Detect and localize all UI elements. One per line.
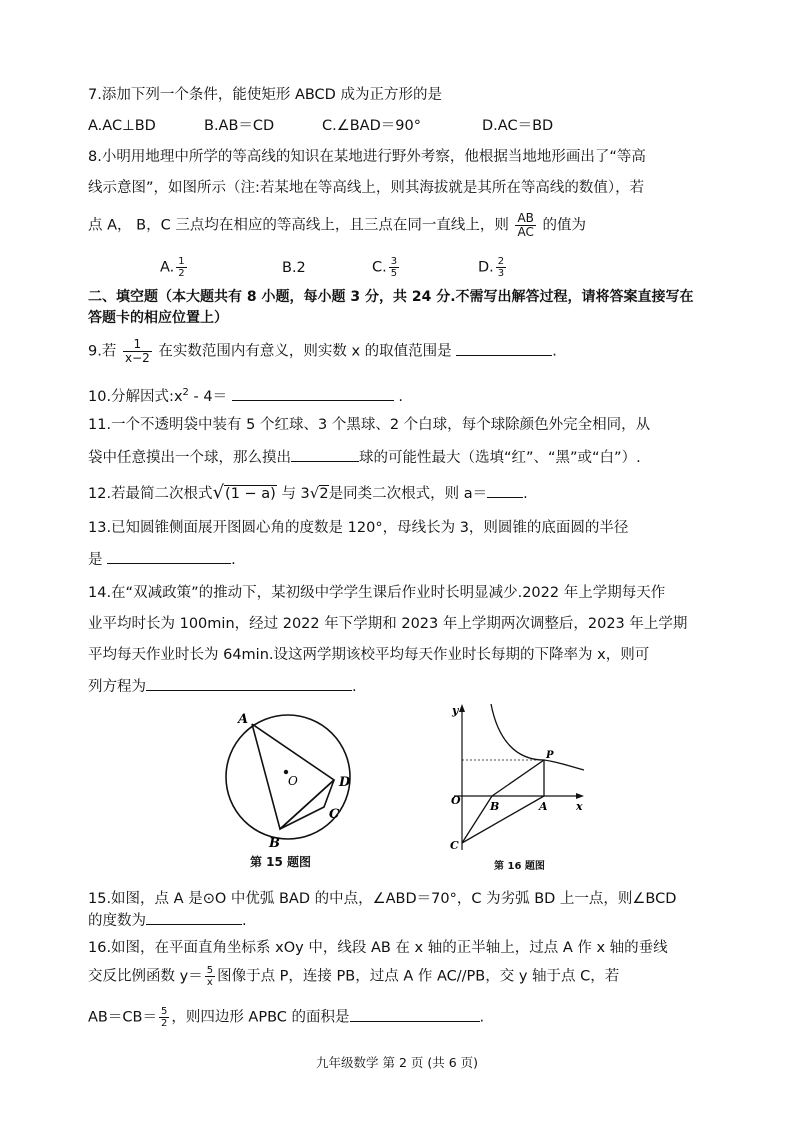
q9 [88, 338, 557, 365]
q12-sqrt-sign-2: √ [309, 484, 320, 502]
q8-option-a-label: A. [160, 259, 175, 276]
q12-mid: 与 3 [281, 486, 310, 502]
fig16-label-a: A [539, 800, 548, 813]
q8-option-c-frac [389, 256, 399, 279]
q16-line3-den: 2 [160, 1018, 168, 1029]
q12 [88, 483, 528, 504]
q16-line3-frac [159, 1006, 169, 1029]
fig16-segment-pb [492, 760, 544, 796]
q7-option-d: D.AC＝BD [482, 118, 554, 134]
q15-line2 [88, 910, 247, 931]
q13-line2 [88, 549, 236, 570]
q14-answer-blank[interactable] [146, 676, 352, 691]
q11-line2-post: 球的可能性最大（选填“红”、“黑”或“白”）. [359, 450, 641, 466]
q12-radicand: (1 − a) [225, 486, 276, 502]
q14-line2: 业平均时长为 100min，经过 2022 年下学期和 2023 年上学期两次调整后，2023 年上学期 [88, 616, 688, 632]
q16-line2-num: 5 [206, 965, 214, 976]
q8-option-d-label: D. [478, 259, 494, 276]
fig15-label-o: O [288, 774, 298, 788]
q8-option-d [478, 256, 508, 279]
q7-option-a: A.AC⊥BD [88, 118, 156, 134]
q8-frac-den: AC [517, 225, 534, 239]
q12-pre: 12.若最简二次根式 [88, 486, 213, 502]
fig15-label-a: A [238, 712, 249, 727]
q8-line3-post: 的值为 [542, 217, 586, 234]
fig16-hyperbola [491, 704, 584, 770]
q13-line1: 13.已知圆锥侧面展开图圆心角的度数是 120°，母线长为 3，则圆锥的底面圆的半径 [88, 520, 629, 536]
q16-answer-blank[interactable] [350, 1007, 480, 1022]
q16-line3 [88, 1006, 484, 1029]
q13-answer-blank[interactable] [107, 549, 231, 564]
fig16-label-y: y [452, 704, 459, 717]
fig16-label-p: P [546, 750, 554, 761]
q8-a-den: 2 [178, 268, 185, 279]
q8-a-num: 1 [178, 256, 185, 267]
q16-line3-post: ，则四边形 APBC 的面积是 [171, 1009, 350, 1026]
q8-line3 [88, 212, 586, 239]
q14-end: . [352, 679, 357, 695]
q16-line3-num: 5 [160, 1006, 168, 1017]
q8-option-a-frac [176, 256, 186, 279]
q8-frac-num: AB [517, 211, 534, 225]
q7-option-c: C.∠BAD＝90° [322, 118, 421, 134]
q16-line2-den: x [206, 977, 213, 988]
fig16-label-c: C [450, 839, 459, 852]
figure-16 [444, 700, 594, 852]
q8-line2: 线示意图”，如图所示（注:若某地在等高线上，则其海拔就是其所在等高线的数值），若 [88, 180, 645, 196]
q13-end: . [231, 552, 236, 568]
q9-answer-blank[interactable] [456, 341, 552, 356]
q12-radicand-2: 2 [319, 486, 329, 502]
fig16-y-arrow [459, 704, 465, 712]
fig16-label-o: O [451, 794, 461, 807]
q16-line2 [88, 965, 619, 988]
q9-post: 在实数范围内有意义，则实数 x 的取值范围是 [158, 343, 452, 360]
q14-line4 [88, 676, 357, 697]
q11-line1: 11.一个不透明袋中装有 5 个红球、3 个黑球、2 个白球，每个球除颜色外完全相同，从 [88, 417, 651, 433]
q13-line2-pre: 是 [88, 552, 103, 568]
q8-fraction [515, 212, 535, 239]
q8-option-a [160, 256, 189, 279]
q15-line2-pre: 的度数为 [88, 913, 146, 929]
q10-pre: 10.分解因式:x [88, 388, 183, 405]
fig15-label-c: C [329, 807, 340, 822]
q16-line2-pre: 交反比例函数 y＝ [88, 968, 203, 985]
q14-line4-pre: 列方程为 [88, 679, 146, 695]
q11-line2 [88, 447, 641, 468]
q8-c-den: 5 [390, 268, 398, 279]
q12-answer-blank[interactable] [487, 483, 523, 498]
q10-post: - 4＝ [188, 388, 228, 405]
q11-line2-pre: 袋中任意摸出一个球，那么摸出 [88, 450, 291, 466]
q14-line1: 14.在“双减政策”的推动下，某初级中学学生课后作业时长明显减少.2022 年上学期每天作 [88, 585, 666, 601]
q15-end: . [242, 913, 247, 929]
q8-option-c [372, 256, 401, 279]
fig15-label-d: D [339, 775, 351, 790]
q9-frac-num: 1 [123, 338, 152, 352]
q9-pre: 9.若 [88, 343, 117, 360]
page-footer: 九年级数学 第 2 页 (共 6 页) [316, 1055, 478, 1070]
q12-end: . [523, 486, 528, 502]
q8-option-b: B.2 [282, 260, 306, 276]
q10 [88, 383, 403, 407]
q8-line3-pre: 点 A， B，C 三点均在相应的等高线上，且三点在同一直线上，则 [88, 217, 509, 234]
q8-c-num: 3 [390, 256, 398, 267]
fig16-label-b: B [490, 800, 500, 813]
q7-stem: 7.添加下列一个条件，能使矩形 ABCD 成为正方形的是 [88, 87, 442, 103]
q8-option-d-frac [496, 256, 506, 279]
q9-end: . [552, 343, 557, 360]
q15-answer-blank[interactable] [146, 910, 242, 925]
figure-15 [222, 704, 372, 854]
section2-heading-line1: 二、填空题（本大题共有 8 小题，每小题 3 分，共 24 分.不需写出解答过程，请将答案直接写在 [88, 289, 694, 305]
fig15-caption: 第 15 题图 [250, 855, 312, 869]
q15-line1: 15.如图，点 A 是⊙O 中优弧 BAD 的中点，∠ABD＝70°，C 为劣弧 BD 上一点，则∠BCD [88, 891, 677, 907]
q7-option-b: B.AB＝CD [204, 118, 275, 134]
q12-sqrt-sign: √ [212, 482, 225, 503]
q10-exponent: 2 [182, 387, 189, 398]
q16-line2-post: 图像于点 P，连接 PB，过点 A 作 AC//PB，交 y 轴于点 C，若 [217, 968, 620, 985]
q10-end: . [398, 388, 403, 405]
q9-fraction [123, 338, 152, 365]
q10-answer-blank[interactable] [232, 386, 394, 401]
fig16-segment-ac [462, 796, 544, 843]
q16-line3-pre: AB＝CB＝ [88, 1009, 157, 1026]
q14-line3: 平均每天作业时长为 64min.设这两学期该校平均每天作业时长每期的下降率为 x，则可 [88, 647, 650, 663]
q8-line1: 8.小明用地理中所学的等高线的知识在某地进行野外考察，他根据当地地形画出了“等高 [88, 149, 646, 165]
fig16-segment-bc [462, 796, 492, 843]
fig15-label-b: B [269, 836, 280, 851]
fig16-label-x: x [576, 800, 583, 813]
q8-option-c-label: C. [372, 259, 387, 276]
section2-heading-line2: 答题卡的相应位置上） [88, 310, 228, 326]
q16-end: . [479, 1009, 485, 1026]
q12-post: 是同类二次根式，则 a＝ [328, 486, 488, 502]
fig16-caption: 第 16 题图 [494, 861, 545, 872]
q8-d-num: 2 [497, 256, 505, 267]
q16-line2-frac [205, 965, 215, 988]
q11-answer-blank[interactable] [291, 447, 359, 462]
q16-line1: 16.如图，在平面直角坐标系 xOy 中，线段 AB 在 x 轴的正半轴上，过点 A 作 x 轴的垂线 [88, 940, 668, 956]
q8-d-den: 3 [497, 268, 505, 279]
fig16-x-arrow [576, 793, 584, 799]
q9-frac-den: x−2 [124, 351, 150, 365]
